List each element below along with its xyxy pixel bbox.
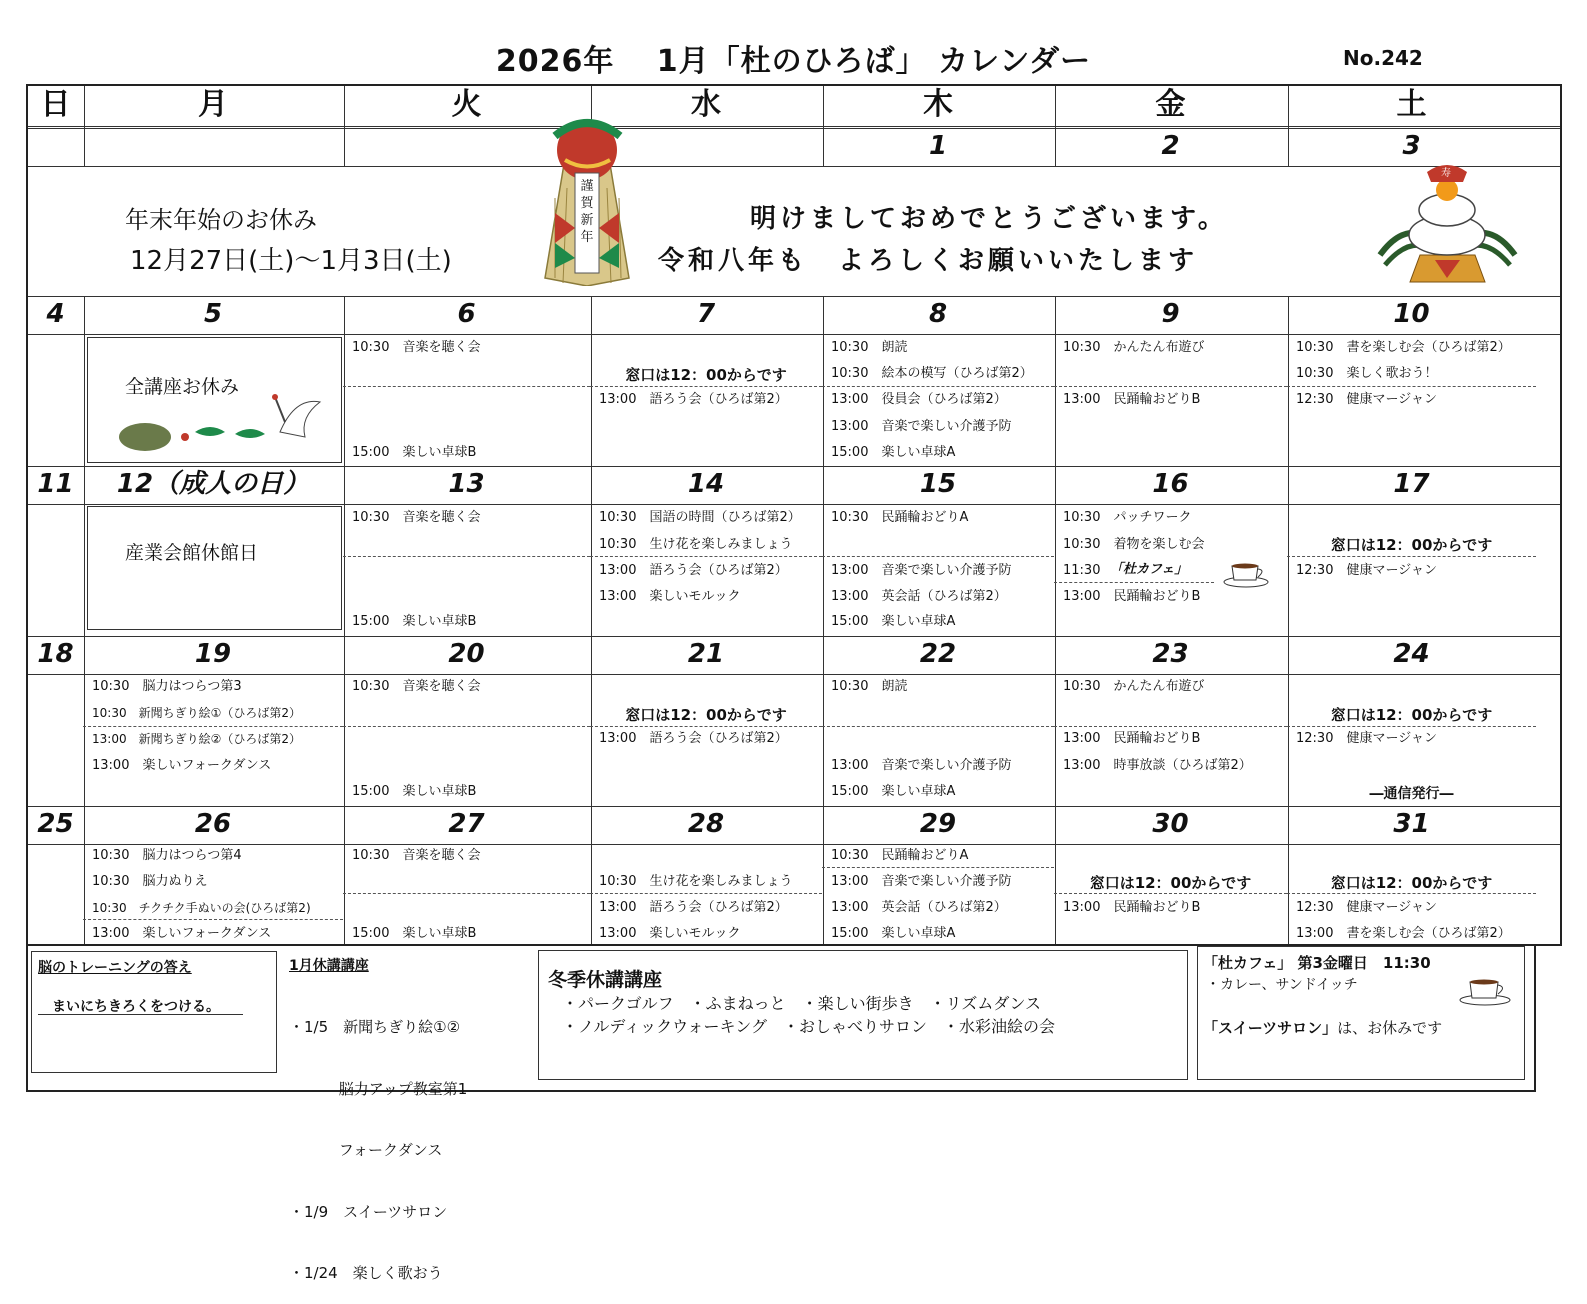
weekday-sat: 土 bbox=[1396, 87, 1427, 122]
date-25: 25 bbox=[37, 809, 74, 839]
new-year-decoration-icon bbox=[525, 118, 650, 286]
date-5: 5 bbox=[203, 299, 223, 329]
event: 13:00 楽しいフォークダンス bbox=[92, 758, 272, 773]
event: 12:30 健康マージャン bbox=[1296, 731, 1437, 746]
weekday-tue: 火 bbox=[451, 87, 482, 122]
weekday-thu: 木 bbox=[923, 87, 953, 122]
sweets-salon-name: 「スイーツサロン」 bbox=[1203, 1019, 1338, 1037]
date-26: 26 bbox=[194, 809, 232, 839]
new-year-greeting-2: 令和八年も よろしくお願いいたします bbox=[658, 246, 1199, 276]
weekday-fri: 金 bbox=[1155, 87, 1186, 122]
date-8: 8 bbox=[928, 299, 948, 329]
event: 15:00 楽しい卓球A bbox=[831, 926, 956, 941]
event: 10:30 かんたん布遊び bbox=[1063, 679, 1205, 694]
event: 15:00 楽しい卓球A bbox=[831, 445, 956, 460]
event: 13:00 楽しいモルック bbox=[599, 926, 741, 941]
window-open-notice: 窓口は12：00からです bbox=[625, 366, 787, 384]
event: 15:00 楽しい卓球B bbox=[352, 445, 477, 460]
event: 10:30 新聞ちぎり絵①（ひろば第2） bbox=[92, 706, 301, 720]
date-6: 6 bbox=[457, 299, 476, 329]
event: 10:30 民踊輪おどりA bbox=[831, 510, 969, 525]
event: 10:30 書を楽しむ会（ひろば第2） bbox=[1296, 340, 1511, 355]
weekday-wed: 水 bbox=[691, 87, 721, 122]
event: 13:00 音楽で楽しい介護予防 bbox=[831, 758, 1012, 773]
date-24: 24 bbox=[1393, 639, 1430, 669]
date-21: 21 bbox=[687, 639, 725, 669]
event: 13:00 英会話（ひろば第2） bbox=[831, 589, 1007, 604]
closed-item: 脳力アップ教室第1 bbox=[289, 1079, 468, 1098]
event: 13:00 音楽で楽しい介護予防 bbox=[831, 563, 1012, 578]
date-20: 20 bbox=[448, 639, 485, 669]
event: 10:30 脳力はつらつ第3 bbox=[92, 679, 242, 694]
event: 10:30 かんたん布遊び bbox=[1063, 340, 1205, 355]
date-16: 16 bbox=[1152, 469, 1189, 499]
event: 11:30 bbox=[1063, 563, 1114, 578]
event: 10:30 脳力ぬりえ bbox=[92, 874, 208, 889]
cafe-title: 「杜カフェ」 第3金曜日 11:30 bbox=[1203, 954, 1431, 972]
date-2: 2 bbox=[1161, 131, 1180, 161]
decoration-kotobuki: 寿 bbox=[1441, 168, 1451, 179]
cafe-menu: ・カレー、サンドイッチ bbox=[1206, 977, 1358, 993]
sweets-salon-note bbox=[1203, 1017, 1442, 1038]
mon-note: 産業会館休館日 bbox=[125, 542, 259, 564]
event: 13:00 民踊輪おどりB bbox=[1063, 589, 1201, 604]
event: 13:00 英会話（ひろば第2） bbox=[831, 900, 1007, 915]
closed-item: ・1/24 楽しく歌おう bbox=[289, 1264, 443, 1282]
event: 13:00 語ろう会（ひろば第2） bbox=[599, 392, 788, 407]
event: 12:30 健康マージャン bbox=[1296, 392, 1437, 407]
event: 10:30 チクチク手ぬいの会(ひろば第2) bbox=[92, 901, 311, 915]
kagami-mochi-icon bbox=[1375, 160, 1520, 285]
event: 13:00 役員会（ひろば第2） bbox=[831, 392, 1007, 407]
closed-classes-list bbox=[289, 976, 467, 1304]
event: 13:00 楽しいモルック bbox=[599, 589, 741, 604]
document-number: No.242 bbox=[1343, 46, 1423, 70]
date-3: 3 bbox=[1402, 131, 1421, 161]
event: 10:30 民踊輪おどりA bbox=[831, 848, 969, 863]
date-11: 11 bbox=[37, 469, 74, 499]
date-29: 29 bbox=[919, 809, 957, 839]
date-14: 14 bbox=[687, 469, 725, 499]
date-15: 15 bbox=[919, 469, 957, 499]
window-open-notice: 窓口は12：00からです bbox=[1089, 874, 1252, 892]
date-31: 31 bbox=[1393, 809, 1430, 839]
event: 13:00 民踊輪おどりB bbox=[1063, 392, 1201, 407]
event: 13:00 語ろう会（ひろば第2） bbox=[599, 900, 788, 915]
brain-training-title: 脳のトレーニングの答え bbox=[38, 960, 192, 976]
date-12: 12（成人の日） bbox=[116, 469, 310, 499]
coffee-cup-icon bbox=[1458, 976, 1512, 1010]
event: 10:30 着物を楽しむ会 bbox=[1063, 537, 1205, 552]
event: 15:00 楽しい卓球B bbox=[352, 926, 477, 941]
event: 13:00 新聞ちぎり絵②（ひろば第2） bbox=[92, 732, 301, 746]
date-19: 19 bbox=[194, 639, 232, 669]
decoration-text: 謹賀新年 bbox=[580, 179, 594, 245]
crane-turtle-icon bbox=[115, 392, 325, 456]
event: 13:00 楽しいフォークダンス bbox=[92, 926, 272, 941]
event: 10:30 脳力はつらつ第4 bbox=[92, 848, 242, 863]
date-1: 1 bbox=[928, 131, 948, 161]
weekday-sun: 日 bbox=[40, 87, 71, 122]
closed-item: ・1/5 新聞ちぎり絵①② bbox=[289, 1018, 461, 1036]
new-year-greeting: 明けましておめでとうございます。 bbox=[750, 204, 1228, 234]
date-17: 17 bbox=[1393, 469, 1430, 499]
event: 15:00 楽しい卓球A bbox=[831, 614, 956, 629]
date-7: 7 bbox=[696, 299, 716, 329]
holiday-dates: 12月27日(土)～1月3日(土) bbox=[130, 246, 452, 276]
page-title: 2026年 1月「杜のひろば」 カレンダー bbox=[495, 44, 1092, 79]
date-28: 28 bbox=[687, 809, 725, 839]
brain-training-answer: まいにちきろくをつける。 bbox=[52, 999, 220, 1015]
closed-notice-box bbox=[87, 506, 342, 630]
event: 12:30 健康マージャン bbox=[1296, 563, 1437, 578]
window-open-notice: 窓口は12：00からです bbox=[1330, 536, 1493, 554]
event: 10:30 朗読 bbox=[831, 679, 908, 694]
event-cafe: 「杜カフェ」 bbox=[1110, 562, 1188, 577]
event: 13:00 時事放談（ひろば第2） bbox=[1063, 758, 1252, 773]
date-9: 9 bbox=[1161, 299, 1180, 329]
event: 13:00 語ろう会（ひろば第2） bbox=[599, 563, 788, 578]
event: 15:00 楽しい卓球A bbox=[831, 784, 956, 799]
closed-item: フォークダンス bbox=[289, 1141, 443, 1159]
event: 10:30 生け花を楽しみましょう bbox=[599, 537, 793, 552]
date-27: 27 bbox=[448, 809, 485, 839]
date-22: 22 bbox=[919, 639, 957, 669]
coffee-cup-icon bbox=[1222, 560, 1270, 592]
winter-closed-title: 冬季休講講座 bbox=[548, 969, 663, 991]
event: 15:00 楽しい卓球B bbox=[352, 614, 477, 629]
event: 13:00 語ろう会（ひろば第2） bbox=[599, 731, 788, 746]
event: 13:00 音楽で楽しい介護予防 bbox=[831, 874, 1012, 889]
date-10: 10 bbox=[1393, 299, 1430, 329]
event: 10:30 パッチワーク bbox=[1063, 510, 1192, 525]
window-open-notice: 窓口は12：00からです bbox=[1330, 874, 1493, 892]
event: 13:00 音楽で楽しい介護予防 bbox=[831, 419, 1012, 434]
event: 10:30 生け花を楽しみましょう bbox=[599, 874, 793, 889]
date-13: 13 bbox=[448, 469, 485, 499]
holiday-title: 年末年始のお休み bbox=[125, 206, 317, 234]
event: 13:00 書を楽しむ会（ひろば第2） bbox=[1296, 926, 1511, 941]
newsletter-note: ―通信発行― bbox=[1369, 786, 1454, 802]
event: 10:30 朗読 bbox=[831, 340, 908, 355]
date-30: 30 bbox=[1152, 809, 1189, 839]
date-23: 23 bbox=[1152, 639, 1189, 669]
event: 13:00 民踊輪おどりB bbox=[1063, 731, 1201, 746]
event: 10:30 音楽を聴く会 bbox=[352, 848, 481, 863]
winter-closed-line1: ・パークゴルフ ・ふまねっと ・楽しい街歩き ・リズムダンス bbox=[562, 994, 1042, 1013]
event: 10:30 音楽を聴く会 bbox=[352, 340, 481, 355]
window-open-notice: 窓口は12：00からです bbox=[1330, 706, 1493, 724]
weekday-mon: 月 bbox=[198, 87, 228, 122]
mon-note: 全講座お休み bbox=[125, 376, 240, 398]
closed-item: ・1/9 スイーツサロン bbox=[289, 1202, 448, 1221]
event: 10:30 絵本の模写（ひろば第2） bbox=[831, 366, 1033, 381]
event: 12:30 健康マージャン bbox=[1296, 900, 1437, 915]
event: 10:30 楽しく歌おう！ bbox=[1296, 366, 1438, 381]
event: 10:30 音楽を聴く会 bbox=[352, 510, 481, 525]
date-4: 4 bbox=[46, 299, 65, 329]
sweets-salon-rest: は、お休みです bbox=[1337, 1019, 1443, 1037]
window-open-notice: 窓口は12：00からです bbox=[625, 706, 787, 724]
event: 10:30 音楽を聴く会 bbox=[352, 679, 481, 694]
event: 13:00 民踊輪おどりB bbox=[1063, 900, 1201, 915]
event: 10:30 国語の時間（ひろば第2） bbox=[599, 510, 801, 525]
closed-classes-title: 1月休講講座 bbox=[289, 958, 369, 974]
event: 15:00 楽しい卓球B bbox=[352, 784, 477, 799]
winter-closed-line2: ・ノルディックウォーキング ・おしゃべりサロン ・水彩油絵の会 bbox=[562, 1017, 1055, 1036]
date-18: 18 bbox=[37, 639, 74, 669]
